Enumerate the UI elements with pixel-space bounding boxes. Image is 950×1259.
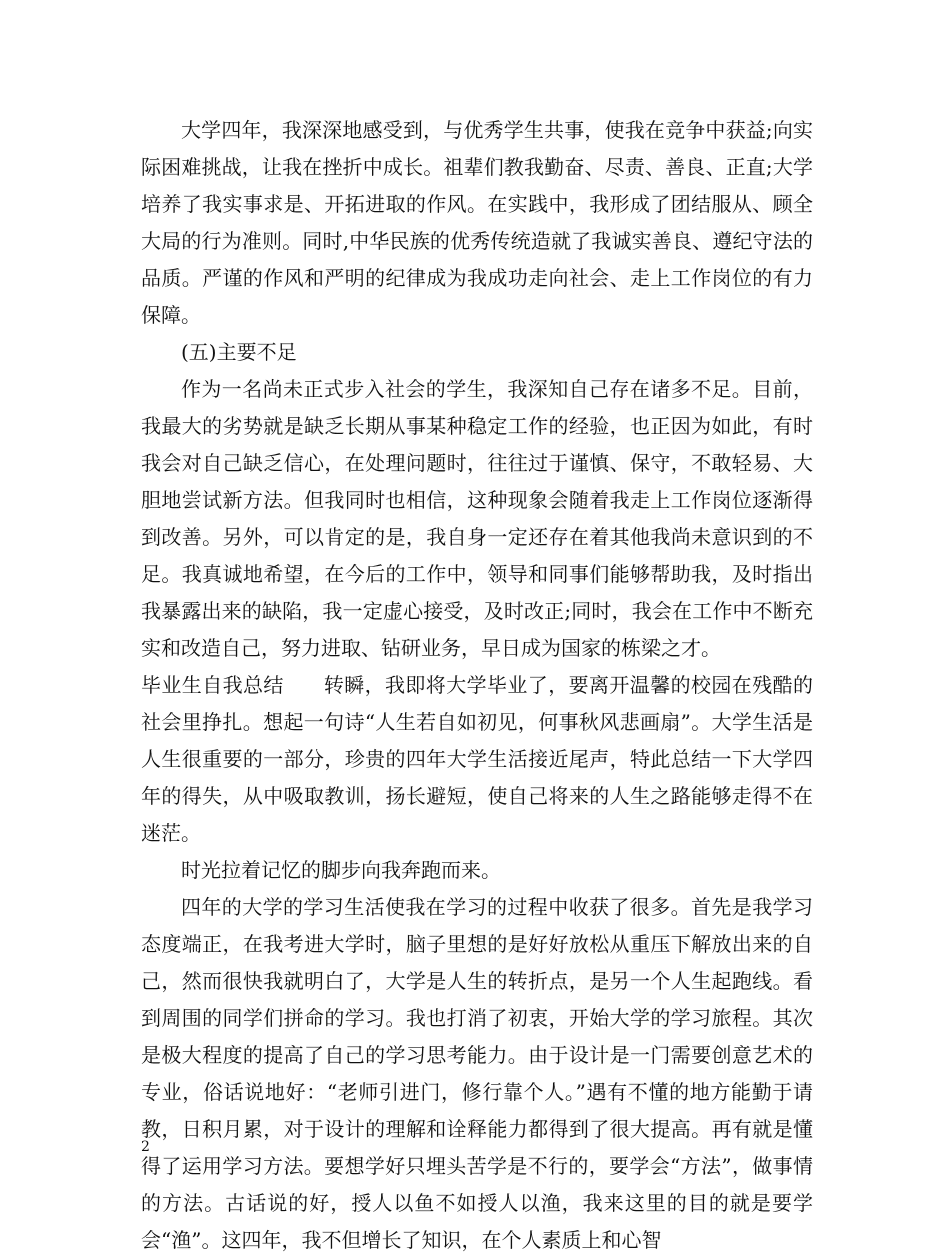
paragraph-strengths: 大学四年，我深深地感受到，与优秀学生共事，使我在竞争中获益;向实际困难挑战，让我在挫折中成长。祖辈们教我勤奋、尽责、善良、正直;大学培养了我实事求是、开拓进取的作风。在实践中，我形成了团结服从、顾全大局的行为准则。同时,中华民族的优秀传统造就了我诚实善良、遵纪守法的品质。严谨的作风和严明的纪律成为我成功走向社会、走上工作岗位的有力保障。: [141, 118, 813, 327]
paragraph-section-intro: [141, 667, 813, 852]
subheading-shortcomings: (五)主要不足: [181, 340, 297, 364]
paragraph-time: 时光拉着记忆的脚步向我奔跑而来。: [181, 858, 501, 882]
paragraph-shortcomings: 作为一名尚未正式步入社会的学生，我深知自己存在诸多不足。目前，我最大的劣势就是缺乏长期从事某种稳定工作的经验，也正因为如此，有时我会对自己缺乏信心，在处理问题时，往往过于谨慎、保守，不敢轻易、大胆地尝试新方法。但我同时也相信，这种现象会随着我走上工作岗位逐渐得到改善。另外，可以肯定的是，我自身一定还存在着其他我尚未意识到的不足。我真诚地希望，在今后的工作中，领导和同事们能够帮助我，及时指出我暴露出来的缺陷，我一定虚心接受，及时改正;同时，我会在工作中不断充实和改造自己，努力进取、钻研业务，早日成为国家的栋梁之才。: [141, 377, 813, 660]
document-body: [141, 112, 813, 1259]
paragraph-study: 四年的大学的学习生活使我在学习的过程中收获了很多。首先是我学习态度端正，在我考进大学时，脑子里想的是好好放松从重压下解放出来的自己，然而很快我就明白了，大学是人生的转折点，是另一个人生起跑线。看到周围的同学们拼命的学习。我也打消了初衷，开始大学的学习旅程。其次是极大程度的提高了自己的学习思考能力。由于设计是一门需要创意艺术的专业，俗话说地好：“老师引进门，修行靠个人。”遇有不懂的地方能勤于请教，日积月累，对于设计的理解和诠释能力都得到了很大提高。再有就是懂得了运用学习方法。要想学好只埋头苦学是不行的，要学会“方法”，做事情的方法。古话说的好，授人以鱼不如授人以渔，我来这里的目的就是要学会“渔”。这四年，我不但增长了知识，在个人素质上和心智: [141, 895, 813, 1252]
page-number: 2: [141, 1139, 150, 1155]
section-intro-text: 转瞬，我即将大学毕业了，要离开温馨的校园在残酷的社会里挣扎。想起一句诗“人生若自如初见，何事秋风悲画扇”。大学生活是人生很重要的一部分，珍贵的四年大学生活接近尾声，特此总结一下大学四年的得失，从中吸取教训，扬长避短，使自己将来的人生之路能够走得不在迷茫。: [141, 673, 814, 845]
section-title: 毕业生自我总结: [141, 673, 284, 697]
